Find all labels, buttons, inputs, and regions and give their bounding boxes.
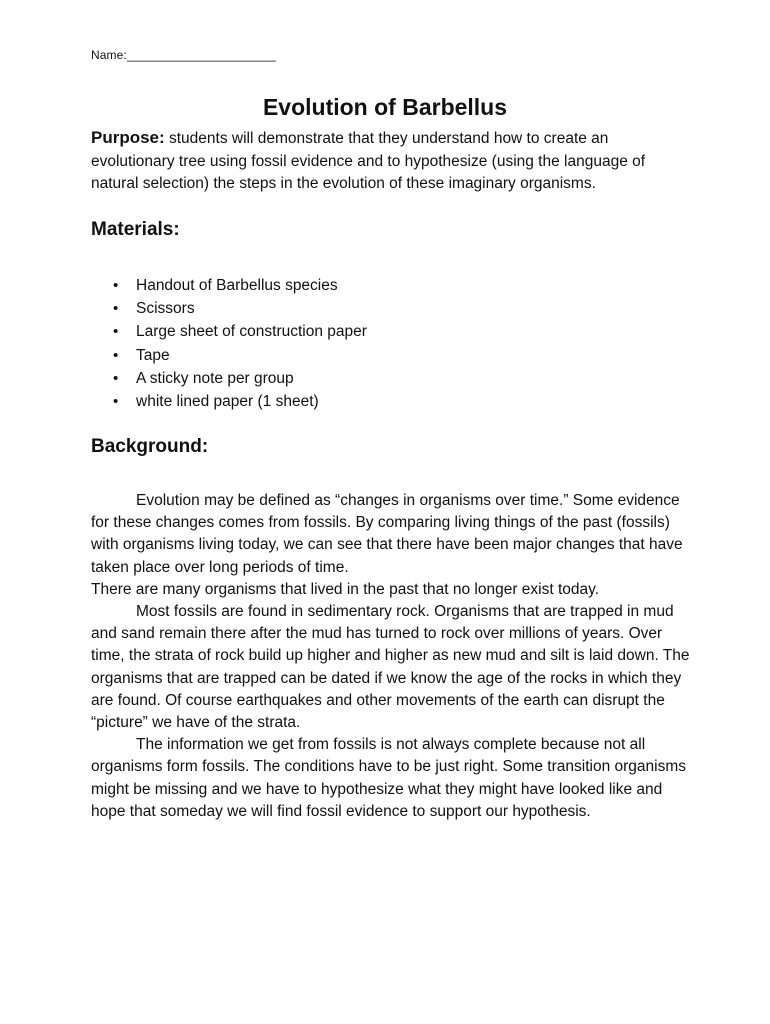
materials-list	[91, 274, 367, 413]
background-paragraph: There are many organisms that lived in the past that no longer exist today.	[91, 580, 600, 598]
purpose-text: students will demonstrate that they understand how to create an evolutionary tree using fossil evidence and to hypothesize (using the language of natural selection) the steps in the evolution of these imaginary organisms.	[91, 130, 646, 192]
name-field-line: Name:______________________	[91, 48, 276, 62]
background-paragraph: The information we get from fossils is not always complete because not all organisms form fossils. The conditions have to be just right. Some transition organisms might be missing and we have to hypothesize what they might have looked like and hope that someday we will find fossil evidence to support our hypothesis.	[91, 736, 687, 820]
bullet-icon: •	[113, 346, 119, 364]
list-item	[91, 344, 367, 367]
list-item	[91, 390, 367, 413]
material-label: A sticky note per group	[136, 369, 294, 387]
bullet-icon: •	[113, 277, 119, 294]
material-label: Large sheet of construction paper	[136, 323, 367, 341]
background-heading: Background:	[91, 436, 209, 457]
material-label: Scissors	[136, 300, 195, 318]
bullet-icon: •	[113, 300, 119, 318]
page-title: Evolution of Barbellus	[262, 94, 508, 120]
background-body	[91, 490, 691, 823]
background-paragraph: Most fossils are found in sedimentary rock. Organisms that are trapped in mud and sand remain there after the mud has turned to rock over millions of years. Over time, the strata of rock build up higher and higher as new mud and silt is laid down. The organisms that are trapped can be dated if we know the age of the rocks in which they are found. Of course earthquakes and other movements of the earth can disrupt the “picture” we have of the strata.	[91, 603, 690, 732]
material-label: white lined paper (1 sheet)	[136, 393, 319, 411]
bullet-icon: •	[113, 393, 119, 411]
purpose-label: Purpose:	[91, 128, 165, 147]
list-item	[91, 320, 367, 343]
purpose-paragraph	[91, 127, 691, 196]
bullet-icon: •	[113, 323, 119, 341]
list-item	[91, 297, 367, 320]
list-item	[91, 274, 367, 297]
list-item	[91, 367, 367, 390]
bullet-icon: •	[113, 369, 119, 387]
material-label: Tape	[136, 346, 170, 364]
background-paragraph: Evolution may be defined as “changes in organisms over time.” Some evidence for these changes comes from fossils. By comparing living things of the past (fossils) with organisms living today, we can see that there have been major changes that have taken place over long periods of time.	[91, 492, 683, 576]
materials-heading: Materials:	[91, 219, 180, 240]
material-label: Handout of Barbellus species	[136, 277, 338, 294]
